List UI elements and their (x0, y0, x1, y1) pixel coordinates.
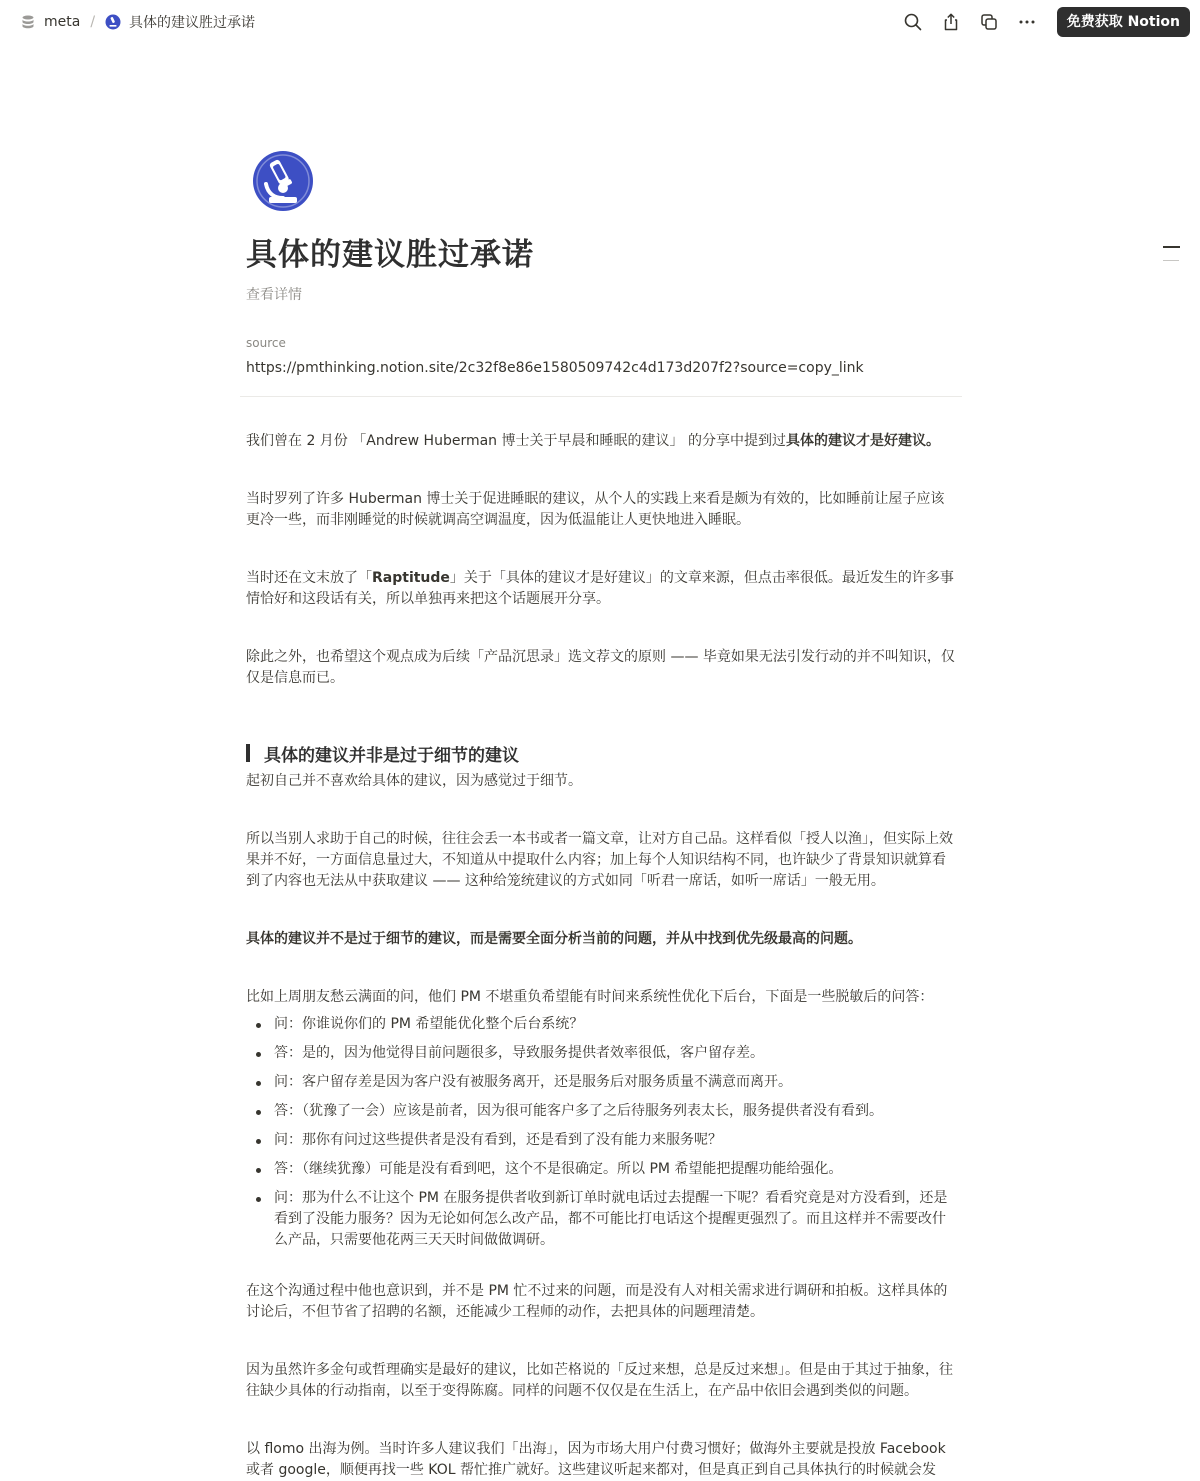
more-button[interactable] (1013, 8, 1041, 36)
microscope-icon (252, 150, 314, 212)
list-item: 答：（继续犹豫）可能是没有看到吧，这个不是很确定。所以 PM 希望能把提醒功能给强化。 (246, 1159, 956, 1180)
paragraph: 所以当别人求助于自己的时候，往往会丢一本书或者一篇文章，让对方自己品。这样看似「授人以渔」，但实际上效果并不好，一方面信息量过大，不知道从中提取什么内容；加上每个人知识结构不同，也许缺少了背景知识就算看到了内容也无法从中获取建议 —— 这种给笼统建议的方式如同「听君一席话，如听一席话」一般无用。 (246, 831, 953, 889)
list-item: 问：那你有问过这些提供者是没有看到，还是看到了没有能力来服务呢？ (246, 1130, 956, 1151)
duplicate-icon (979, 12, 999, 32)
paragraph: 除此之外，也希望这个观点成为后续「产品沉思录」选文荐文的原则 —— 毕竟如果无法引发行动的并不叫知识，仅仅是信息而已。 (246, 649, 955, 686)
paragraph (246, 929, 956, 950)
list-item: 问：你谁说你们的 PM 希望能优化整个后台系统？ (246, 1014, 956, 1035)
paragraph-text: 」关于「具体的建议才是好建议」的文章来源，但点击率很低。最近发生的许多事情恰好和这段话有关，所以单独再来把这个话题展开分享。 (246, 570, 954, 607)
page-content (246, 150, 956, 1481)
list-item: 问：客户留存差是因为客户没有被服务离开，还是服务后对服务质量不满意而离开。 (246, 1072, 956, 1093)
duplicate-button[interactable] (975, 8, 1003, 36)
paragraph-text: 当时还在文末放了「 (246, 570, 372, 586)
paragraph: 以 flomo 出海为例。当时许多人建议我们「出海」，因为市场大用户付费习惯好；做海外主要就是投放 Facebook 或者 google，顺便再找一些 KOL 帮忙推广就好。这些建议听起来都对，但是真正到自己具体执行的时候就会发 (246, 1441, 946, 1478)
paragraph: 当时罗列了许多 Huberman 博士关于促进睡眠的建议，从个人的实践上来看是颇为有效的，比如睡前让屋子应该更冷一些，而非刚睡觉的时候就调高空调温度，因为低温能让人更快地进入睡眠。 (246, 491, 945, 528)
divider (240, 396, 962, 397)
list-item: 答：（犹豫了一会）应该是前者，因为很可能客户多了之后待服务列表太长，服务提供者没有看到。 (246, 1101, 956, 1122)
qa-list (246, 1014, 956, 1251)
page-subtitle[interactable]: 查看详情 (246, 287, 302, 303)
outline-mark[interactable] (1163, 246, 1180, 248)
more-icon (1017, 12, 1037, 32)
search-icon (903, 12, 923, 32)
paragraph (246, 568, 956, 610)
database-icon (20, 14, 36, 30)
breadcrumb (20, 12, 255, 32)
section-heading-text: 具体的建议并非是过于细节的建议 (264, 745, 519, 766)
breadcrumb-workspace[interactable]: meta (44, 14, 81, 30)
paragraph: 因为虽然许多金句或哲理确实是最好的建议，比如芒格说的「反过来想，总是反过来想」。但是由于其过于抽象，往往缺少具体的行动指南，以至于变得陈腐。同样的问题不仅仅是在生活上，在产品中依旧会遇到类似的问题。 (246, 1362, 953, 1399)
list-item: 问：那为什么不让这个 PM 在服务提供者收到新订单时就电话过去提醒一下呢？看看究竟是对方没看到，还是看到了没能力服务？因为无论如何怎么改产品，都不可能比打电话这个提醒更强烈了。而且这样并不需要改什么产品，只需要他花两三天天时间做做调研。 (246, 1188, 956, 1251)
page-title: 具体的建议胜过承诺 (246, 237, 534, 273)
heading-bar (246, 744, 250, 762)
share-icon (941, 12, 961, 32)
outline-mark[interactable] (1163, 260, 1179, 261)
breadcrumb-page[interactable]: 具体的建议胜过承诺 (129, 15, 256, 31)
breadcrumb-separator: / (90, 14, 96, 30)
share-button[interactable] (937, 8, 965, 36)
paragraph: 比如上周朋友愁云满面的问，他们 PM 不堪重负希望能有时间来系统性优化下后台，下面是一些脱敏后的问答： (246, 989, 934, 1005)
paragraph-bold: 具体的建议并不是过于细节的建议，而是需要全面分析当前的问题，并从中找到优先级最高的问题。 (246, 931, 862, 947)
paragraph: 起初自己并不喜欢给具体的建议，因为感觉过于细节。 (246, 773, 582, 789)
outline-minimap[interactable] (1163, 246, 1180, 273)
property-value-link[interactable]: https://pmthinking.notion.site/2c32f8e86e1580509742c4d173d207f2?source=copy_link (246, 360, 864, 376)
section-heading (246, 741, 956, 765)
paragraph: 在这个沟通过程中他也意识到，并不是 PM 忙不过来的问题，而是没有人对相关需求进行调研和拍板。这样具体的讨论后，不但节省了招聘的名额，还能减少工程师的动作，去把具体的问题理清楚。 (246, 1283, 948, 1320)
property-name: source (246, 336, 286, 350)
search-button[interactable] (899, 8, 927, 36)
list-item: 答：是的，因为他觉得目前问题很多，导致服务提供者效率很低，客户留存差。 (246, 1043, 956, 1064)
paragraph-text: 我们曾在 2 月份 「Andrew Huberman 博士关于早晨和睡眠的建议」 的分享中提到过 (246, 433, 786, 449)
get-notion-button[interactable]: 免费获取 Notion (1057, 7, 1190, 37)
paragraph-bold: 具体的建议才是好建议。 (785, 433, 940, 449)
raptitude-link[interactable]: Raptitude (372, 570, 450, 586)
microscope-icon (105, 14, 121, 30)
paragraph (246, 431, 956, 452)
top-bar (0, 0, 1200, 44)
top-actions (899, 7, 1190, 37)
